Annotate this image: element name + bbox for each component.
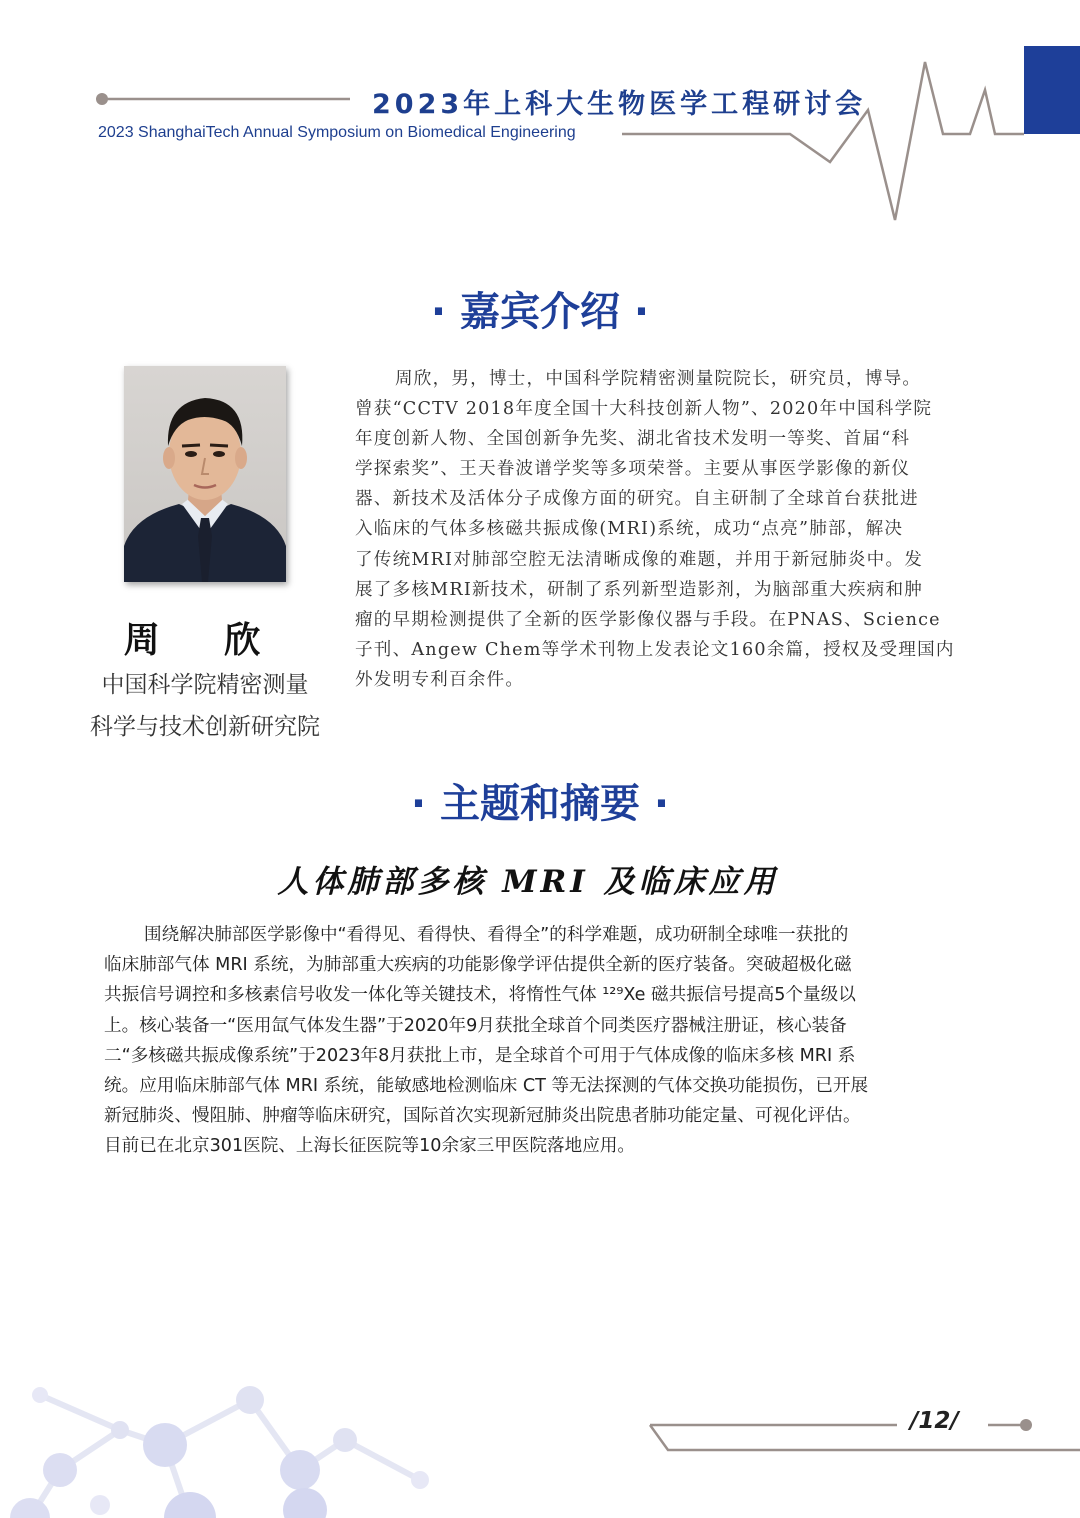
talk-title: 人体肺部多核 MRI 及临床应用 bbox=[277, 864, 779, 900]
bio-line: 年度创新人物、全国创新争先奖、湖北省技术发明一等奖、首届“科 bbox=[355, 429, 911, 450]
bio-line: 学探索奖”、王天眷波谱学奖等多项荣誉。主要从事医学影像的新仪 bbox=[355, 459, 911, 480]
bio-line: 瘤的早期检测提供了全新的医学影像仪器与手段。在PNAS、Science bbox=[355, 609, 941, 630]
speaker-affiliation-line2: 科学与技术创新研究院 bbox=[90, 714, 320, 740]
bio-line: 器、新技术及活体分子成像方面的研究。自主研制了全球首台获批进 bbox=[355, 489, 919, 510]
abstract-line: 共振信号调控和多核素信号收发一体化等关键技术，将惰性气体 ¹²⁹Xe 磁共振信号提高5个量级以 bbox=[104, 985, 856, 1006]
bio-line: 子刊、Angew Chem等学术刊物上发表论文160余篇，授权及受理国内 bbox=[355, 639, 955, 660]
abstract-text bbox=[104, 920, 976, 1162]
abstract-line: 围绕解决肺部医学影像中“看得见、看得快、看得全”的科学难题，成功研制全球唯一获批的 bbox=[144, 925, 849, 945]
bio-line: 周欣，男，博士，中国科学院精密测量院院长，研究员，博导。 bbox=[395, 369, 922, 389]
bio-line: 外发明专利百余件。 bbox=[355, 669, 525, 690]
header-blue-block bbox=[1024, 46, 1080, 134]
abstract-line: 目前已在北京301医院、上海长征医院等10余家三甲医院落地应用。 bbox=[104, 1136, 636, 1157]
abstract-line: 二“多核磁共振成像系统”于2023年8月获批上市，是全球首个可用于气体成像的临床多核 MRI 系 bbox=[104, 1045, 856, 1066]
abstract-line: 上。核心装备一“医用氙气体发生器”于2020年9月获批全球首个同类医疗器械注册证，核心装备 bbox=[104, 1015, 847, 1036]
speaker-affiliation-line1: 中国科学院精密测量 bbox=[101, 672, 309, 698]
section-title-topic-abstract: · 主题和摘要 · bbox=[410, 781, 670, 827]
bio-line: 曾获“CCTV 2018年度全国十大科技创新人物”、2020年中国科学院 bbox=[355, 399, 933, 420]
bio-line: 展了多核MRI新技术，研制了系列新型造影剂，为脑部重大疾病和肿 bbox=[355, 579, 924, 600]
header-title-en: 2023 ShanghaiTech Annual Symposium on Biomedical Engineering bbox=[98, 124, 576, 141]
speaker-name: 周 欣 bbox=[123, 619, 287, 661]
abstract-line: 临床肺部气体 MRI 系统，为肺部重大疾病的功能影像学评估提供全新的医疗装备。突破超极化磁 bbox=[104, 955, 852, 976]
footer-dot bbox=[1020, 1419, 1032, 1431]
abstract-line: 统。应用临床肺部气体 MRI 系统，能敏感地检测临床 CT 等无法探测的气体交换功能损伤，已开展 bbox=[104, 1076, 869, 1097]
speaker-bio bbox=[355, 364, 973, 695]
molecule-decoration-icon bbox=[10, 1386, 429, 1518]
footer-line-lower bbox=[650, 1425, 1080, 1450]
bio-line: 了传统MRI对肺部空腔无法清晰成像的难题，并用于新冠肺炎中。发 bbox=[355, 549, 924, 570]
abstract-line: 新冠肺炎、慢阻肺、肿瘤等临床研究，国际首次实现新冠肺炎出院患者肺功能定量、可视化评估。 bbox=[104, 1106, 861, 1127]
section-title-guest-intro: · 嘉宾介绍 · bbox=[430, 289, 650, 335]
header-title-cn: 2023年上科大生物医学工程研讨会 bbox=[372, 89, 867, 120]
page-number: /12/ bbox=[910, 1408, 959, 1434]
speaker-photo bbox=[124, 366, 286, 582]
portrait-icon bbox=[124, 366, 286, 582]
bio-line: 入临床的气体多核磁共振成像(MRI)系统，成功“点亮”肺部，解决 bbox=[355, 519, 904, 540]
